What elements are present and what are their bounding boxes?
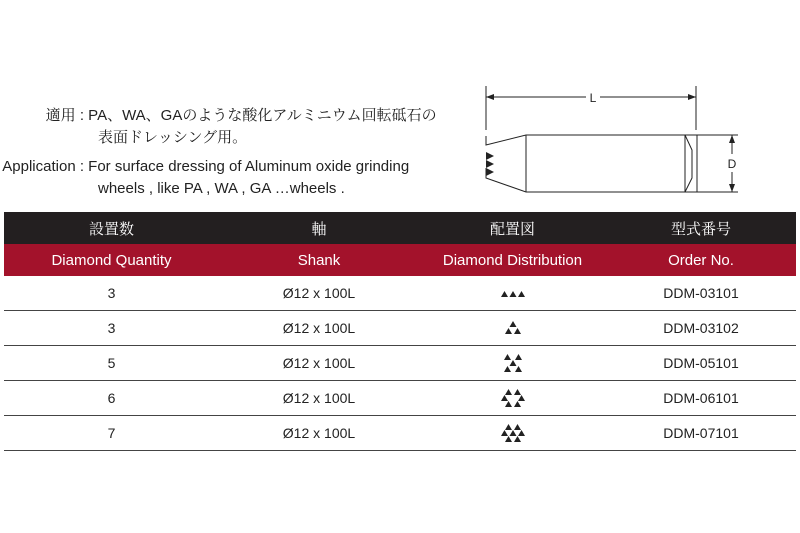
- distribution-cell: [419, 381, 606, 416]
- shank-cell: Ø12 x 100L: [219, 346, 419, 381]
- header-order-no-en: Order No.: [606, 244, 796, 276]
- header-quantity-en: Diamond Quantity: [4, 244, 219, 276]
- quantity-cell: 7: [4, 416, 219, 451]
- diameter-label: D: [727, 157, 737, 171]
- product-spec-table: [4, 212, 796, 451]
- distribution-cell: [419, 311, 606, 346]
- header-quantity-jp: 設置数: [4, 212, 219, 244]
- distribution-cell: [419, 276, 606, 311]
- quantity-cell: 6: [4, 381, 219, 416]
- quantity-cell: 3: [4, 311, 219, 346]
- tool-outline: [486, 135, 697, 192]
- quantity-cell: 3: [4, 276, 219, 311]
- application-text-en-line1: For surface dressing of Aluminum oxide grinding: [88, 158, 410, 175]
- order-number-cell: DDM-06101: [606, 381, 796, 416]
- shank-cell: Ø12 x 100L: [219, 381, 419, 416]
- table-row: [4, 381, 796, 416]
- quantity-cell: 5: [4, 346, 219, 381]
- application-text-jp-line1: PA、WA、GAのような酸化アルミニウム回転砥石の: [88, 107, 437, 124]
- table-row: [4, 416, 796, 451]
- header-distribution-en: Diamond Distribution: [419, 244, 606, 276]
- header-shank-en: Shank: [219, 244, 419, 276]
- diamond-distribution-icon: [503, 318, 523, 338]
- application-text-jp-line2: 表面ドレッシング用。: [98, 129, 248, 146]
- description-japanese: [0, 105, 437, 149]
- order-number-cell: DDM-03102: [606, 311, 796, 346]
- application-label-en: Application :: [2, 158, 84, 175]
- diameter-dimension: [697, 135, 740, 192]
- header-order-no-jp: 型式番号: [606, 212, 796, 244]
- distribution-cell: [419, 346, 606, 381]
- header-shank-jp: 軸: [219, 212, 419, 244]
- diamond-distribution-icon: [501, 422, 525, 444]
- length-label: L: [589, 91, 597, 105]
- shank-cell: Ø12 x 100L: [219, 276, 419, 311]
- dresser-dimension-diagram: [470, 80, 760, 200]
- header-row-japanese: [4, 212, 796, 244]
- diamond-tips: [486, 152, 494, 176]
- table-row: [4, 276, 796, 311]
- length-dimension: [486, 86, 696, 130]
- shank-cell: Ø12 x 100L: [219, 416, 419, 451]
- order-number-cell: DDM-05101: [606, 346, 796, 381]
- order-number-cell: DDM-03101: [606, 276, 796, 311]
- header-distribution-jp: 配置図: [419, 212, 606, 244]
- table-row: [4, 311, 796, 346]
- description-english: [0, 156, 409, 200]
- diamond-distribution-icon: [498, 285, 528, 301]
- header-row-english: [4, 244, 796, 276]
- distribution-cell: [419, 416, 606, 451]
- table-row: [4, 346, 796, 381]
- order-number-cell: DDM-07101: [606, 416, 796, 451]
- diamond-distribution-icon: [502, 352, 524, 374]
- diamond-distribution-icon: [501, 387, 525, 409]
- application-text-en-line2: wheels , like PA , WA , GA …wheels .: [98, 180, 345, 197]
- shank-cell: Ø12 x 100L: [219, 311, 419, 346]
- application-label-jp: 適用 :: [45, 107, 84, 124]
